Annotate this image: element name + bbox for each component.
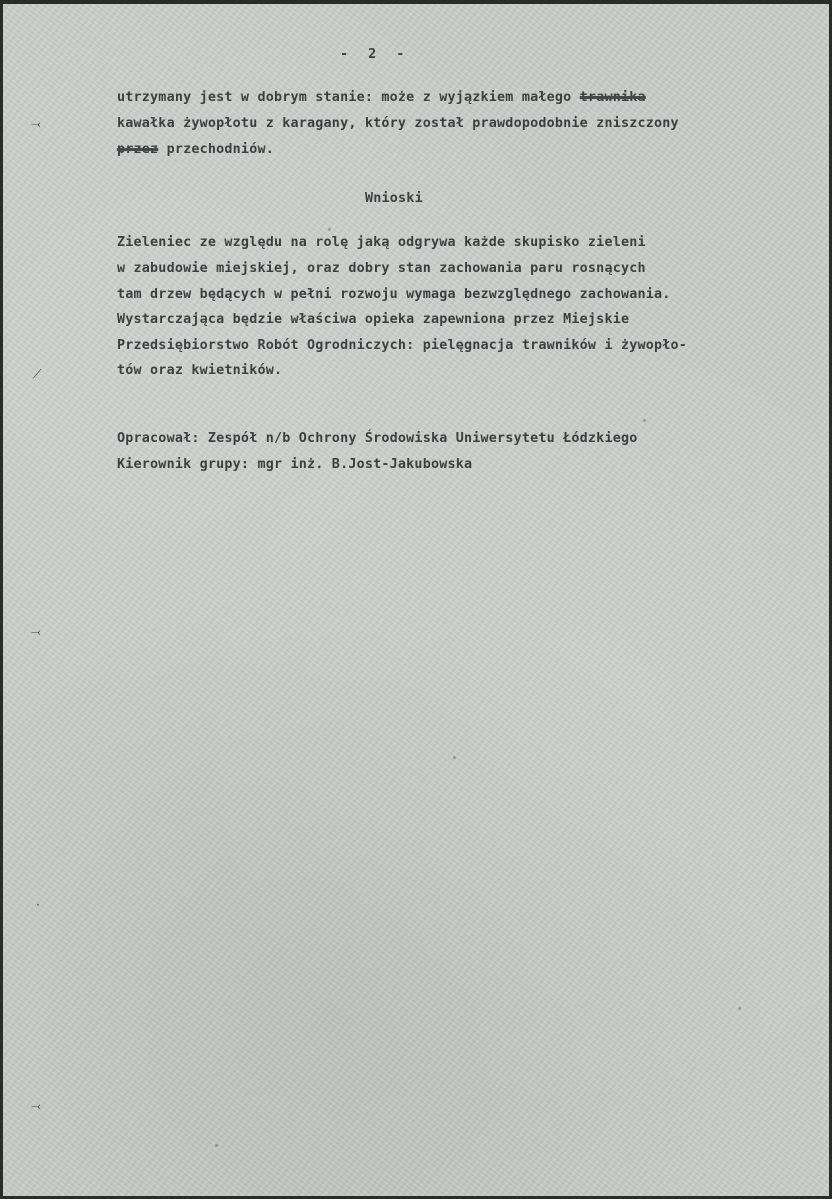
paragraph-2-line-1: Zieleniec ze względu na rolę jaką odgrywa każde skupisko zieleni xyxy=(117,235,646,250)
paragraph-1-line-1 xyxy=(117,90,646,106)
margin-tick-mark: ⤙ xyxy=(31,625,41,639)
paper-speck xyxy=(738,1007,741,1010)
paper-speck xyxy=(643,419,646,422)
paper-speck xyxy=(215,1144,218,1147)
document-page xyxy=(3,4,829,1196)
paper-speck xyxy=(453,756,456,759)
margin-tick-mark: ⟋ xyxy=(33,367,42,381)
struck-word: przez xyxy=(117,142,159,157)
prepared-by-line: Opracował: Zespół n/b Ochrony Środowiska Uniwersytetu Łódzkiego xyxy=(117,431,638,446)
paper-speck xyxy=(328,228,331,231)
paragraph-2-line-5: Przedsiębiorstwo Robót Ogrodniczych: pielęgnacja trawników i żywopło- xyxy=(117,338,688,353)
margin-tick-mark: ⤙ xyxy=(31,1099,41,1113)
paragraph-2-line-6: tów oraz kwietników. xyxy=(117,363,283,378)
margin-tick-mark: ⤙ xyxy=(31,117,41,131)
struck-word: trawnika xyxy=(579,90,646,105)
paragraph-1-line-3 xyxy=(117,142,274,158)
paragraph-2-line-4: Wystarczająca będzie właściwa opieka zapewniona przez Miejskie xyxy=(117,312,630,327)
paragraph-2-line-3: tam drzew będących w pełni rozwoju wymaga bezwzględnego zachowania. xyxy=(117,287,671,302)
paragraph-2-line-2: w zabudowie miejskiej, oraz dobry stan zachowania paru rosnących xyxy=(117,261,646,276)
paragraph-1-line-3-text: przechodniów. xyxy=(158,142,274,157)
section-heading: Wnioski xyxy=(365,191,423,206)
group-leader-line: Kierownik grupy: mgr inż. B.Jost-Jakubowska xyxy=(117,457,473,472)
margin-tick-mark: · xyxy=(36,898,40,912)
page-number: - 2 - xyxy=(340,47,411,62)
paragraph-1-line-1-text: utrzymany jest w dobrym stanie: może z wyjązkiem małego xyxy=(117,90,580,105)
paragraph-1-line-2: kawałka żywopłotu z karagany, który został prawdopodobnie zniszczony xyxy=(117,116,679,131)
